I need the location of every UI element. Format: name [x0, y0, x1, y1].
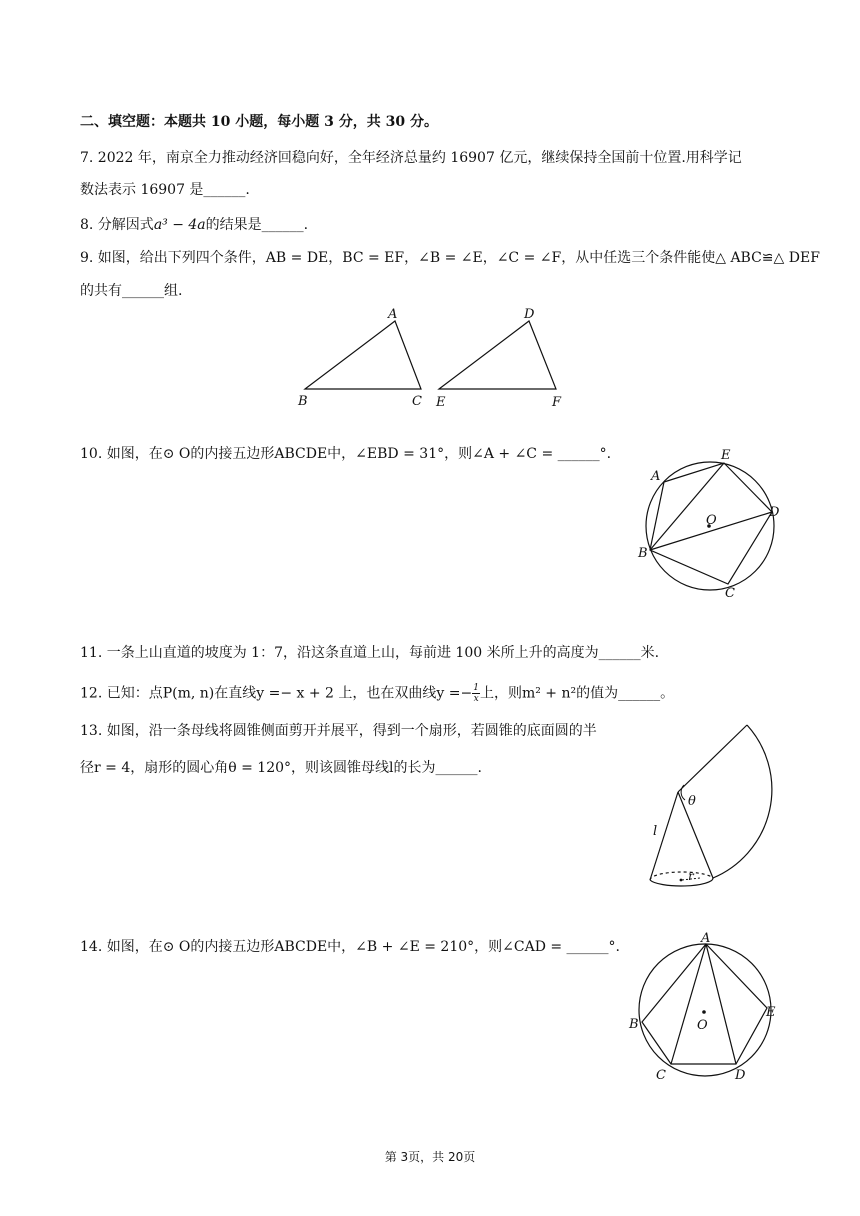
section-title: 二、填空题：本题共 10 小题，每小题 3 分，共 30 分。: [80, 114, 438, 130]
question-11: 11. 一条上山直道的坡度为 1：7，沿这条直道上山，每前进 100 米所上升的高度为______米.: [80, 645, 660, 661]
question-9-line2: 的共有______组.: [80, 283, 183, 299]
label-B: B: [298, 394, 308, 409]
page-footer: 第 3页，共 20页: [384, 1150, 476, 1164]
label-C: C: [656, 1068, 666, 1083]
label-r: r: [688, 869, 694, 883]
label-theta: θ: [688, 794, 696, 809]
question-8-suffix: 的结果是______.: [205, 217, 309, 233]
question-12-fraction: [472, 683, 480, 704]
question-12-suffix: 上，则m² + n²的值为______。: [479, 685, 675, 702]
label-D: D: [769, 505, 780, 520]
question-13-line1: 13. 如图，沿一条母线将圆锥侧面剪开并展平，得到一个扇形，若圆锥的底面圆的半: [80, 723, 597, 739]
label-E: E: [436, 395, 446, 410]
label-C: C: [725, 586, 735, 601]
label-l: l: [653, 824, 658, 839]
label-O: O: [697, 1018, 708, 1033]
question-8-prefix: 8. 分解因式: [80, 217, 154, 233]
label-D: D: [524, 307, 535, 322]
question-8-expr: a³ − 4a: [153, 217, 206, 233]
label-B: B: [629, 1017, 639, 1032]
question-7-line2: 数法表示 16907 是______.: [80, 182, 250, 198]
label-B: B: [638, 546, 648, 561]
question-12: [80, 683, 674, 704]
question-7-line1: 7. 2022 年，南京全力推动经济回稳向好，全年经济总量约 16907 亿元，继续保持全国前十位置.用科学记: [80, 150, 742, 166]
question-9-line1: 9. 如图，给出下列四个条件，AB = DE，BC = EF，∠B = ∠E，∠C = ∠F，从中任选三个条件能使△ ABC≌△ DEF: [80, 250, 820, 266]
cone-sector-figure: [630, 712, 800, 897]
fraction-numerator: 1: [473, 683, 479, 693]
question-10: 10. 如图，在⊙ O的内接五边形ABCDE中，∠EBD = 31°，则∠A + ∠C = ______°.: [80, 446, 612, 462]
label-D: D: [735, 1068, 746, 1083]
label-E: E: [721, 448, 731, 463]
pentagon-10-figure: [630, 440, 790, 610]
question-13-line2: 径r = 4，扇形的圆心角θ = 120°，则该圆锥母线l的长为______.: [80, 760, 482, 776]
label-C: C: [412, 394, 422, 409]
label-A: A: [388, 307, 398, 322]
triangles-figure: [290, 302, 580, 412]
label-A: A: [651, 469, 661, 484]
label-F: F: [552, 395, 562, 410]
question-8: [80, 215, 308, 235]
fraction-denominator: x: [473, 694, 479, 704]
question-14: 14. 如图，在⊙ O的内接五边形ABCDE中，∠B + ∠E = 210°，则∠CAD = ______°.: [80, 939, 620, 955]
label-O: O: [706, 513, 717, 528]
question-12-prefix: 12. 已知：点P(m, n)在直线y =− x + 2 上，也在双曲线y =−: [80, 685, 473, 702]
pentagon-14-figure: [625, 928, 785, 1088]
label-E: E: [766, 1005, 776, 1020]
label-A: A: [701, 931, 711, 946]
